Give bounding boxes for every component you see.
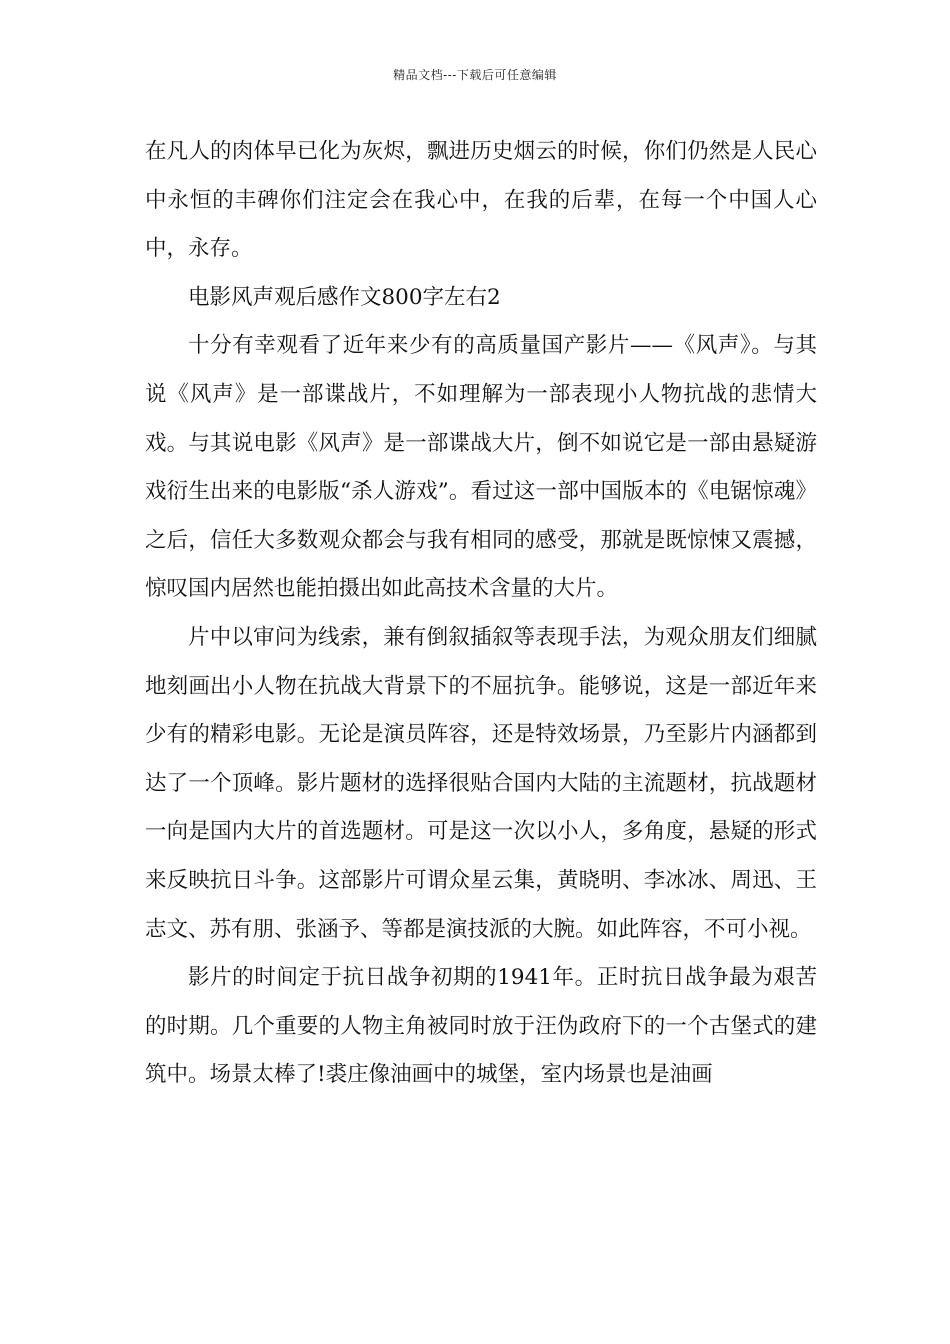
paragraph-4: 影片的时间定于抗日战争初期的1941年。正时抗日战争最为艰苦的时期。几个重要的人物主角被同时放于汪伪政府下的一个古堡式的建筑中。场景太棒了!裘庄像油画中的城堡，室内场景也是油画 <box>145 965 817 1088</box>
paragraph-1: 在凡人的肉体早已化为灰烬，飘进历史烟云的时候，你们仍然是人民心中永恒的丰碑你们注定会在我心中，在我的后辈，在每一个中国人心中，永存。 <box>145 139 817 262</box>
page-header: 精品文档---下载后可任意编辑 <box>393 68 557 82</box>
paragraph-2: 十分有幸观看了近年来少有的高质量国产影片——《风声》。与其说《风声》是一部谍战片，不如理解为一部表现小人物抗战的悲情大戏。与其说电影《风声》是一部谍战大片，倒不如说它是一部由悬疑游戏衍生出来的电影版“杀人游戏”。看过这一部中国版本的《电锯惊魂》之后，信任大多数观众都会与我有相同的感受，那就是既惊悚又震撼，惊叹国内居然也能拍摄出如此高技术含量的大片。 <box>145 333 817 602</box>
paragraph-3: 片中以审问为线索，兼有倒叙插叙等表现手法，为观众朋友们细腻地刻画出小人物在抗战大背景下的不屈抗争。能够说，这是一部近年来少有的精彩电影。无论是演员阵容，还是特效场景，乃至影片内涵都到达了一个顶峰。影片题材的选择很贴合国内大陆的主流题材，抗战题材一向是国内大片的首选题材。可是这一次以小人，多角度，悬疑的形式来反映抗日斗争。这部影片可谓众星云集，黄晓明、李冰冰、周迅、王志文、苏有朋、张涵予、等都是演技派的大腕。如此阵容，不可小视。 <box>145 624 817 942</box>
section-heading: 电影风声观后感作文800字左右2 <box>188 284 501 310</box>
document-body <box>145 128 817 1100</box>
